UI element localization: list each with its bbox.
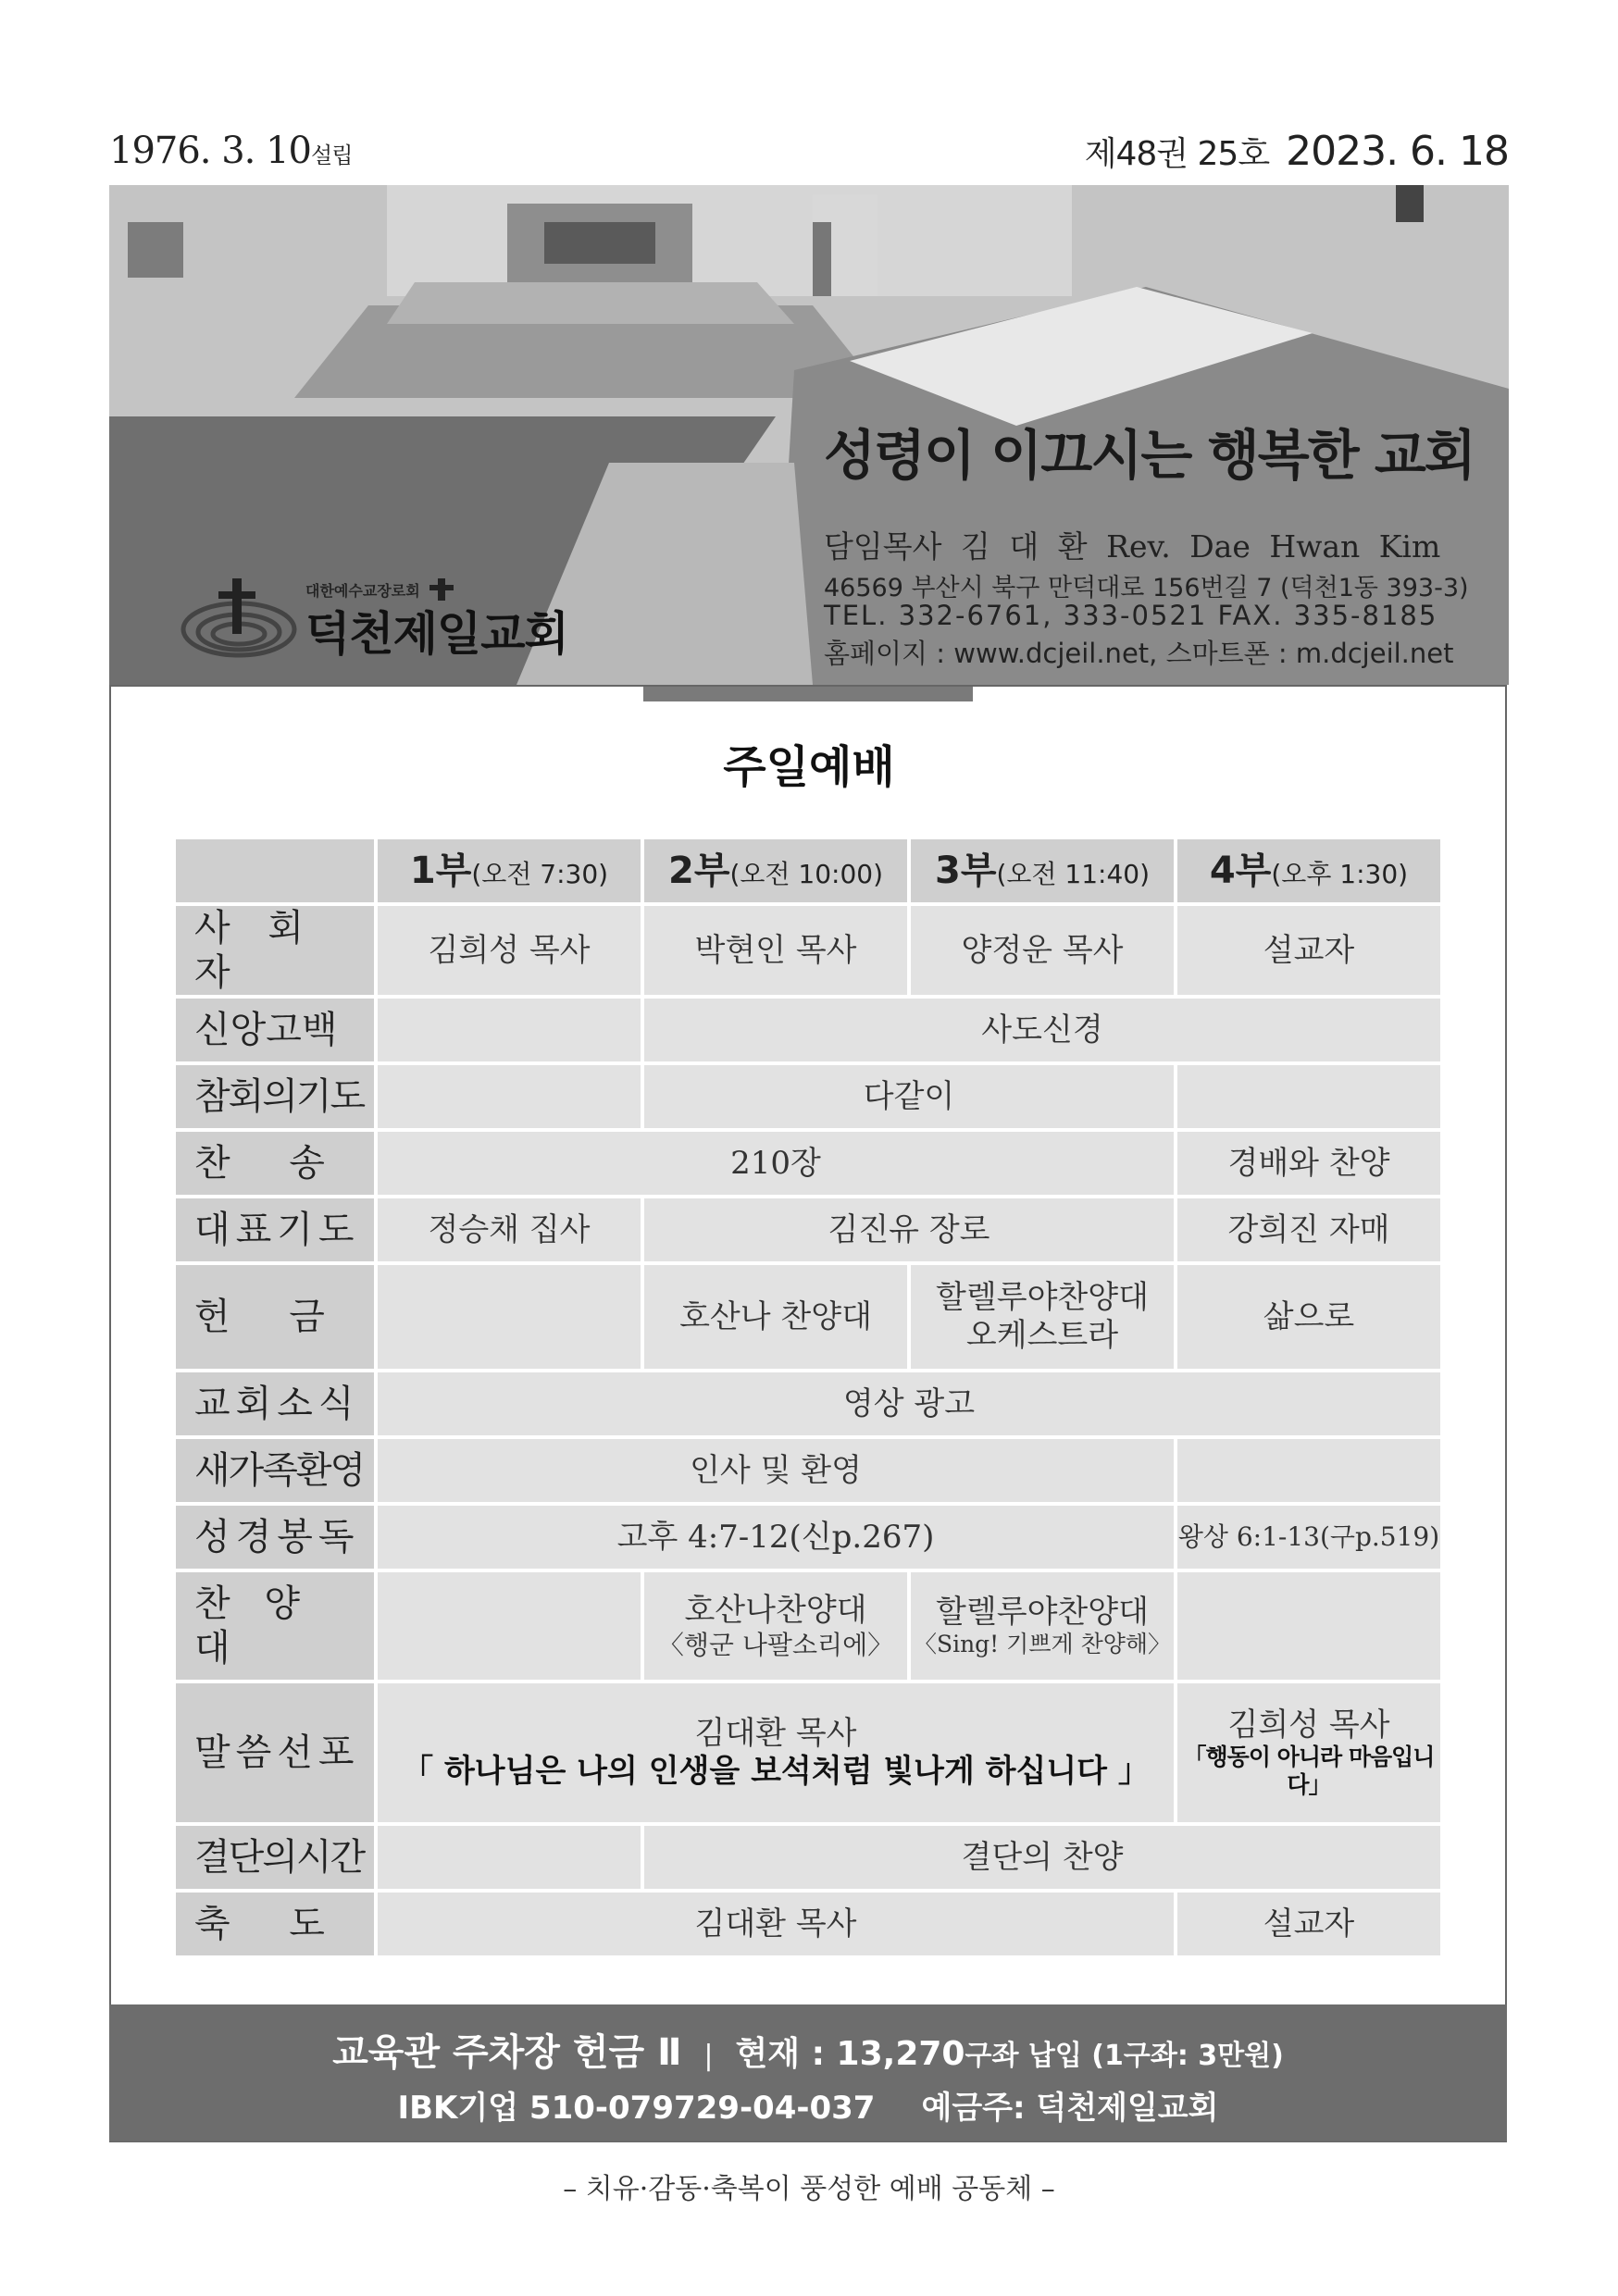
- leader-service-4: 설교자: [1177, 906, 1440, 995]
- scripture-service-4: 왕상 6:1-13(구p.519): [1177, 1506, 1440, 1569]
- table-row: [176, 906, 1440, 995]
- row-label-hymn: 찬 송: [176, 1132, 374, 1195]
- service-4-time: (오후 1:30): [1271, 859, 1409, 889]
- senior-pastor: 담임목사 김 대 환 Rev. Dae Hwan Kim: [824, 528, 1441, 565]
- choir-service-3-name: 할렐루야찬양대: [936, 1593, 1149, 1631]
- service-1-time: (오전 7:30): [471, 859, 609, 889]
- row-label-welcome: 새가족환영: [176, 1439, 374, 1502]
- issue-date: 2023. 6. 18: [1286, 128, 1509, 175]
- offering-line-1: [109, 2023, 1507, 2076]
- table-row: [176, 1132, 1440, 1195]
- leader-service-2: 박현인 목사: [644, 906, 907, 995]
- news-value: 영상 광고: [378, 1372, 1440, 1435]
- prayer-service-2-3: 김진유 장로: [644, 1198, 1174, 1261]
- worship-title: 주일예배: [723, 741, 895, 793]
- offering-account-holder: 예금주: 덕천제일교회: [921, 2090, 1219, 2127]
- offering-status: [736, 2035, 1284, 2073]
- logo-denomination: 대한예수교장로회: [305, 582, 420, 600]
- row-label-scripture: 성경봉독: [176, 1506, 374, 1569]
- offering-title: 교육관 주차장 헌금 Ⅱ: [332, 2031, 682, 2074]
- service-3-time: (오전 11:40): [996, 859, 1151, 889]
- issue-volume: 제48권 25호: [1084, 135, 1270, 173]
- hymn-service-4: 경배와 찬양: [1177, 1132, 1440, 1195]
- row-label-decision: 결단의시간: [176, 1826, 374, 1889]
- sermon-title: 「 하나님은 나의 인생을 보석처럼 빛나게 하십니다 」: [402, 1753, 1150, 1790]
- prayer-service-4: 강희진 자매: [1177, 1198, 1440, 1261]
- table-row: [176, 1683, 1440, 1822]
- founded-date-value: 1976. 3. 10: [109, 130, 312, 172]
- empty-cell: [378, 1265, 641, 1369]
- offering-service-2: 호산나 찬양대: [644, 1265, 907, 1369]
- service-2-header: [644, 839, 907, 902]
- row-label-news: 교회소식: [176, 1372, 374, 1435]
- row-label-benediction: 축 도: [176, 1893, 374, 1955]
- church-slogan: 성령이 이끄시는 행복한 교회: [824, 424, 1475, 487]
- offering-service-3-line2: 오케스트라: [965, 1317, 1119, 1354]
- worship-schedule-table: [172, 836, 1444, 1959]
- row-label-leader: 사 회 자: [176, 906, 374, 995]
- service-3-header: [911, 839, 1174, 902]
- choir-service-2: [644, 1572, 907, 1680]
- leader-service-1: 김희성 목사: [378, 906, 641, 995]
- table-row: [176, 1065, 1440, 1128]
- scripture-value: 고후 4:7-12(신p.267): [378, 1506, 1174, 1569]
- row-label-prayer: 대표기도: [176, 1198, 374, 1261]
- founded-date: [109, 130, 352, 172]
- empty-cell: [378, 1065, 641, 1128]
- table-header-row: [176, 839, 1440, 902]
- choir-service-2-name: 호산나찬양대: [684, 1591, 867, 1629]
- offering-service-4: 삶으로: [1177, 1265, 1440, 1369]
- offering-service-3-line1: 할렐루야찬양대: [936, 1279, 1149, 1317]
- sermon-service-4-preacher: 김희성 목사: [1227, 1706, 1390, 1744]
- prayer-service-1: 정승채 집사: [378, 1198, 641, 1261]
- church-phone: TEL. 332-6761, 333-0521 FAX. 335-8185: [824, 600, 1438, 631]
- empty-cell: [378, 999, 641, 1061]
- table-row: [176, 1826, 1440, 1889]
- service-2-num: 2부: [667, 850, 730, 892]
- choir-service-2-song: 〈행군 나팔소리에〉: [657, 1629, 894, 1660]
- choir-service-3: [911, 1572, 1174, 1680]
- logo-church-name: 덕천제일교회: [305, 607, 568, 661]
- table-row: [176, 1372, 1440, 1435]
- offering-separator: |: [703, 2040, 714, 2072]
- row-label-confession: 참회의기도: [176, 1065, 374, 1128]
- sermon-preacher: 김대환 목사: [694, 1715, 857, 1753]
- empty-cell: [378, 1572, 641, 1680]
- benediction-value: 김대환 목사: [378, 1893, 1174, 1955]
- empty-cell: [1177, 1439, 1440, 1502]
- table-row: [176, 999, 1440, 1061]
- offering-line-2: [109, 2082, 1507, 2128]
- row-label-creed: 신앙고백: [176, 999, 374, 1061]
- founded-suffix: 설립: [311, 143, 353, 168]
- table-row: [176, 1506, 1440, 1569]
- empty-cell: [1177, 1572, 1440, 1680]
- footer-slogan: – 치유·감동·축복이 풍성한 예배 공동체 –: [563, 2173, 1055, 2205]
- service-2-time: (오전 10:00): [729, 859, 884, 889]
- row-label-offering: 헌 금: [176, 1265, 374, 1369]
- table-row: [176, 1439, 1440, 1502]
- building-offering-bar: [109, 2004, 1507, 2141]
- table-row: [176, 1572, 1440, 1680]
- creed-value: 사도신경: [644, 999, 1440, 1061]
- service-1-num: 1부: [409, 850, 472, 892]
- service-3-num: 3부: [934, 850, 997, 892]
- offering-account: IBK기업 510-079729-04-037: [397, 2090, 876, 2127]
- choir-service-3-song: 〈Sing! 기쁘게 찬양해〉: [913, 1631, 1172, 1658]
- service-4-header: [1177, 839, 1440, 902]
- sermon-value: [378, 1683, 1174, 1822]
- row-label-sermon: 말씀선포: [176, 1683, 374, 1822]
- church-address: 46569 부산시 북구 만덕대로 156번길 7 (덕천1동 393-3): [824, 574, 1469, 602]
- empty-cell: [378, 1826, 641, 1889]
- empty-cell: [1177, 1065, 1440, 1128]
- welcome-value: 인사 및 환영: [378, 1439, 1174, 1502]
- issue-info: [1085, 128, 1509, 175]
- box-tab-bar: [643, 687, 973, 701]
- offering-service-3: [911, 1265, 1174, 1369]
- offering-status-count: 현재 : 13,270: [735, 2035, 965, 2073]
- hymn-value: 210장: [378, 1132, 1174, 1195]
- sermon-service-4: [1177, 1683, 1440, 1822]
- confession-value: 다같이: [644, 1065, 1174, 1128]
- leader-service-3: 양정운 목사: [911, 906, 1174, 995]
- row-label-choir: 찬 양 대: [176, 1572, 374, 1680]
- service-1-header: [378, 839, 641, 902]
- table-row: [176, 1893, 1440, 1955]
- table-row: [176, 1198, 1440, 1261]
- benediction-service-4: 설교자: [1177, 1893, 1440, 1955]
- corner-cell: [176, 839, 374, 902]
- offering-status-unit: 구좌 납입 (1구좌: 3만원): [965, 2040, 1284, 2072]
- table-row: [176, 1265, 1440, 1369]
- sermon-service-4-title: 「행동이 아니라 마음입니다」: [1183, 1744, 1435, 1799]
- decision-value: 결단의 찬양: [644, 1826, 1440, 1889]
- service-4-num: 4부: [1209, 850, 1272, 892]
- church-homepage: 홈페이지 : www.dcjeil.net, 스마트폰 : m.dcjeil.net: [824, 638, 1454, 669]
